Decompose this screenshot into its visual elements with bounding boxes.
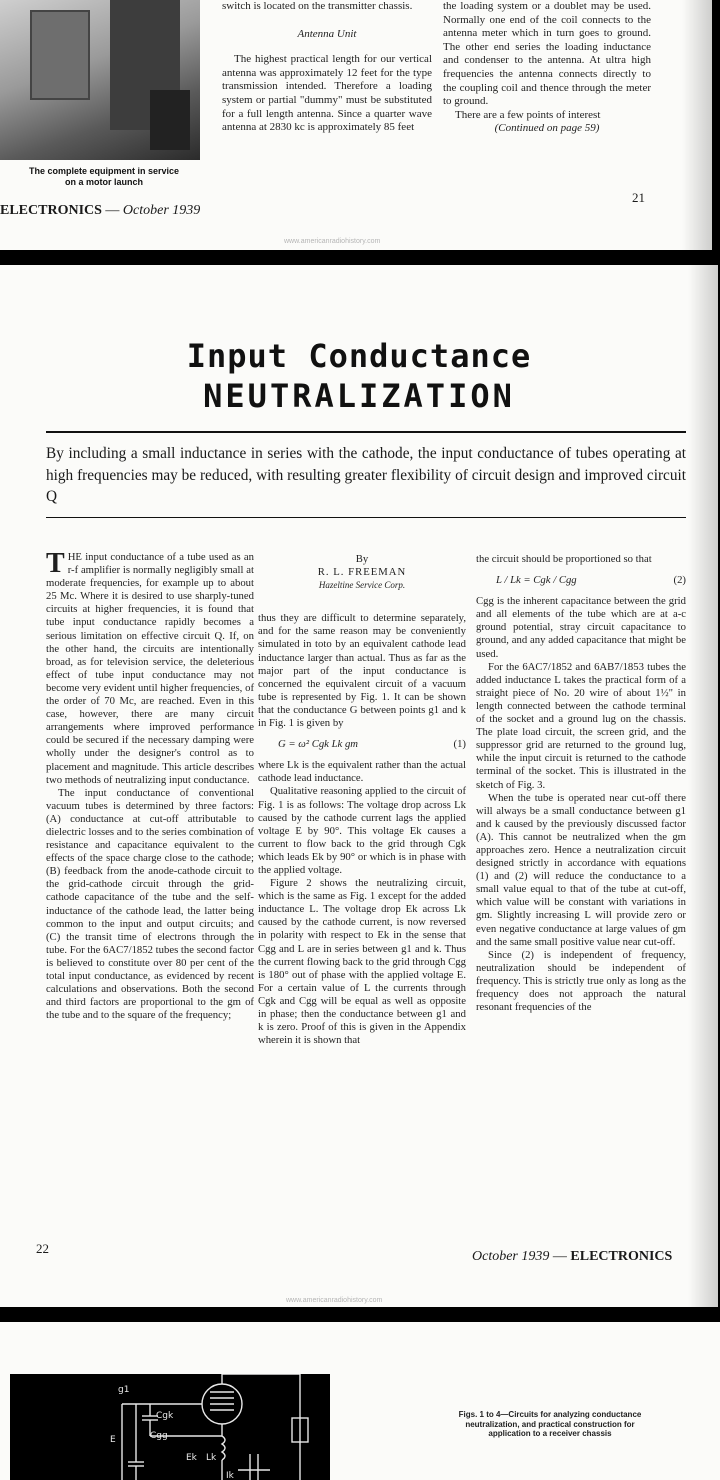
equation-number: (1) bbox=[453, 738, 466, 751]
top-rule bbox=[46, 431, 686, 433]
equation-1 bbox=[258, 738, 466, 751]
paragraph: For the 6AC7/1852 and 6AB7/1853 tubes the added inductance L takes the practical form of a straight piece of No. 20 wire of about 1½" in length connected between the cathode terminal of the socket and a ground lug on the chassis. The plate load circuit, the screen grid, and the suppressor grid are returned to the ground lug, while the input circuit is returned to the cathode terminal of the socket. This is illustrated in the sketch of Fig. 3. bbox=[476, 660, 686, 791]
standfirst: By including a small inductance in series with the cathode, the input conductance of tubes operating at high frequencies may be reduced, with resulting greater flexibility of circuit design and improved circuit Q bbox=[46, 445, 686, 505]
page-edge-shadow bbox=[682, 0, 712, 250]
paragraph: switch is located on the transmitter chassis. bbox=[222, 0, 413, 12]
page-edge-shadow bbox=[688, 265, 718, 1307]
paragraph: When the tube is operated near cut-off there will always be a small conductance between g1 and k caused by the previously discussed factor (A). This cannot be neutralized when the gm approaches zero. Hence a neutralization circuit designed strictly in accordance with equations (1) and (2) will reduce the conductance to a small value equal to that of the tube at cut-off, which value will be constant with variations in gm. Slightly increasing L will provide zero or even negative conductance at large values of gm and the same small positive value near cut-off. bbox=[476, 791, 686, 948]
label-ek: Ek bbox=[186, 1453, 197, 1463]
continued-note: (Continued on page 59) bbox=[494, 122, 600, 135]
paragraph: the circuit should be proportioned so that bbox=[476, 553, 652, 565]
paragraph: There are a few points of interest bbox=[455, 108, 601, 121]
equation-expression: G = ω² Cgk Lk gm bbox=[278, 738, 359, 751]
paragraph: the loading system or a doublet may be used. Normally one end of the coil connects to the antenna meter which in turn goes to ground. The other end series the loading inductance and condenser to the antenna. At ultra high frequencies the antenna connects directly to the coupling coil and thence through the meter to ground. bbox=[443, 0, 651, 108]
magazine-name: ELECTRONICS bbox=[0, 203, 102, 218]
article-column-2 bbox=[258, 553, 466, 1047]
section-heading: Antenna Unit bbox=[297, 27, 357, 40]
equation-2 bbox=[476, 574, 686, 587]
paragraph: THE input conductance of a tube used as an r-f amplifier is normally negligibly small at moderate frequencies, for example up to about 25 Mc. Where it is desired to use sharply-tuned circuits at higher frequencies, it is found that tube input conductance rapidly becomes a serious limitation on effective circuit Q. If, on the other hand, the circuits are intentionally broad, as for television service, the deleterious effect of tube input conductance may not become very evident until higher frequencies, of the order of 70 Mc, are reached. Even in this case, however, there are many circuit arrangements where improved performance could be secured if the necessary damping were wholly under the designer's control as to placement and magnitude. This article describes two methods of neutralizing input conductance. bbox=[46, 548, 254, 786]
magazine-name: ELECTRONICS bbox=[570, 1249, 673, 1264]
photo-detail bbox=[30, 10, 90, 100]
article-column-3 bbox=[476, 553, 686, 1014]
article-column-1 bbox=[46, 548, 254, 1022]
column-3 bbox=[443, 0, 651, 136]
watermark: www.americanradiohistory.com bbox=[284, 238, 381, 245]
article-title-line1: Input Conductance bbox=[186, 337, 532, 375]
drop-cap: T bbox=[46, 548, 65, 579]
paragraph: Figure 2 shows the neutralizing circuit, which is the same as Fig. 1 except for the added inductance L. The voltage drop Ek across Lk caused by the cathode current, is now reversed in polarity with respect to Ek in the sense that Cgg and L are in series between g1 and k. Thus the current flowing back to the grid through Cgg is 180° out of phase with the applied voltage E. For a certain value of L the currents through Cgk and Cgg will be equal as well as opposite in phase; then the conductance between g1 and k is zero. Proof of this is given in the Appendix wherein it is shown that bbox=[258, 877, 466, 1047]
page-22 bbox=[0, 265, 718, 1307]
photo-caption: The complete equipment in service on a motor launch bbox=[28, 166, 180, 187]
motor-launch-photo bbox=[0, 0, 200, 160]
issue-date: October 1939 bbox=[472, 1249, 550, 1264]
byline-by: By bbox=[355, 553, 369, 565]
paragraph: The highest practical length for our vertical antenna was approximately 12 feet for the type transmission intended. Therefore a loading system or partial "dummy" must be substituted for a full length antenna. Since a quarter wave antenna at 2830 kc is approximately 85 feet bbox=[222, 53, 432, 134]
label-e: E bbox=[110, 1435, 116, 1445]
author-name: R. L. FREEMAN bbox=[317, 566, 407, 579]
page-number: 21 bbox=[632, 190, 645, 205]
issue-date: October 1939 bbox=[122, 203, 201, 218]
column-2 bbox=[222, 0, 432, 135]
photo-detail bbox=[150, 90, 190, 150]
paragraph: Since (2) is independent of frequency, neutralization should be independent of frequency. This is strictly true only as long as the frequency does not approach the natural resonant frequencies of the bbox=[476, 948, 686, 1014]
page-number: 22 bbox=[36, 1241, 49, 1256]
paragraph: thus they are difficult to determine separately, and for the same reason may be conveniently simulated in toto by an equivalent cathode lead inductance larger than actual. Thus as far as the major part of the input conductance is concerned the equivalent circuit of a vacuum tube is represented by Fig. 1. It can be shown that the conductance G between points g1 and k in Fig. 1 is given by bbox=[258, 612, 466, 730]
paragraph: Cgg is the inherent capacitance between the grid and all elements of the tube which are at a-c ground potential, stray circuit capacitance to ground, and any added capacitance that might be used. bbox=[476, 595, 686, 660]
circuit-diagram-figure bbox=[10, 1374, 330, 1480]
paragraph: The input conductance of conventional vacuum tubes is determined by three factors: (A) conductance at cut-off attributable to dielectric losses and to the series combination of resistance and capacitance equivalent to the effects of the space charge close to the cathode; (B) feedback from the anode-cathode circuit to the grid-cathode circuit through the grid-cathode capacitance of the tube and the self-inductance of the cathode lead, the latter being common to the input and output circuits; and (C) the transit time of electrons through the tube. For the 6AC7/1852 tubes the second factor is believed to constitute over 80 per cent of the total input conductance, as evidenced by recent calculations and observations. Both the second and third factors are proportional to the gm of the tube and to the square of the frequency; bbox=[46, 786, 254, 1022]
figure-page bbox=[0, 1322, 720, 1480]
article-title-line2: NEUTRALIZATION bbox=[203, 377, 515, 415]
label-g1: g1 bbox=[118, 1385, 130, 1395]
figure-caption: Figs. 1 to 4—Circuits for analyzing conductance neutralization, and practical construction for application to a receiver chassis bbox=[458, 1410, 642, 1439]
equation-number: (2) bbox=[673, 574, 686, 587]
running-footer: ELECTRONICS — October 1939 bbox=[0, 203, 201, 218]
paragraph: Qualitative reasoning applied to the circuit of Fig. 1 is as follows: The voltage drop across Lk caused by the cathode current lags the applied voltage E by 90°. This voltage Ek causes a current to flow back to the grid through Cgk which leads Ek by 90° or which is in phase with the applied voltage. bbox=[258, 785, 466, 876]
author-affiliation: Hazeltine Service Corp. bbox=[318, 580, 406, 591]
label-cgg: Cgg bbox=[150, 1431, 168, 1441]
running-footer: October 1939 — ELECTRONICS bbox=[472, 1249, 673, 1264]
bottom-rule bbox=[46, 517, 686, 518]
page-21 bbox=[0, 0, 712, 250]
label-lk: Lk bbox=[206, 1453, 217, 1463]
cathode-inductor-symbol bbox=[222, 1436, 225, 1460]
paragraph: where Lk is the equivalent rather than the actual cathode lead inductance. bbox=[258, 759, 466, 785]
label-cgk: Cgk bbox=[156, 1411, 174, 1421]
circuit-diagram bbox=[10, 1374, 330, 1480]
label-ik: Ik bbox=[226, 1471, 234, 1480]
watermark: www.americanradiohistory.com bbox=[286, 1297, 383, 1304]
equation-expression: L / Lk = Cgk / Cgg bbox=[496, 574, 577, 587]
